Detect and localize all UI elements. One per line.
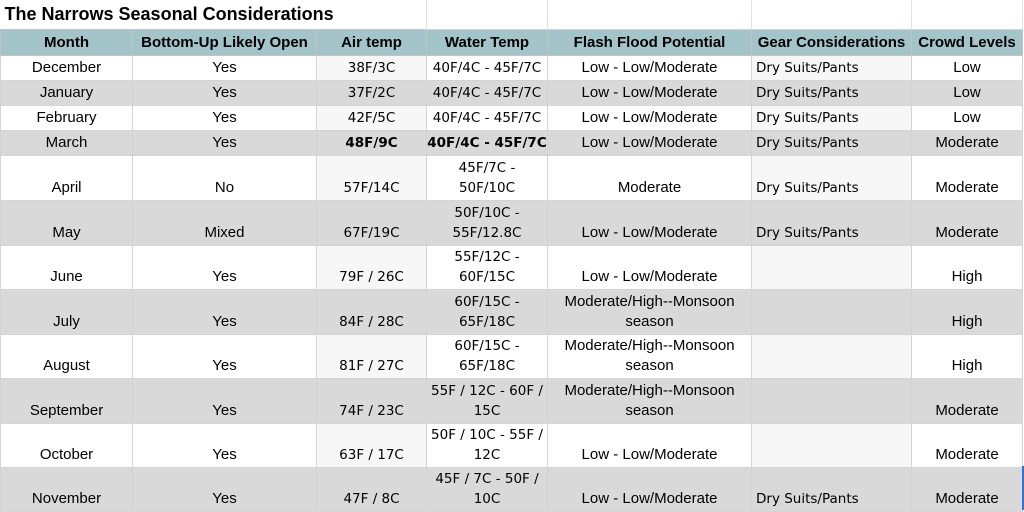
cell-air-temp[interactable]: 37F/2C <box>317 80 427 105</box>
cell-water-temp[interactable] <box>427 80 548 105</box>
water-temp-line: 55F/12.8C <box>452 224 522 241</box>
cell-bottom-up-open[interactable]: Yes <box>133 130 317 155</box>
cell-crowd[interactable]: Moderate <box>912 155 1023 200</box>
cell-water-temp[interactable] <box>427 155 548 200</box>
water-temp-line: 45F / 7C - 50F / <box>435 471 539 487</box>
flash-flood-line: season <box>625 312 674 330</box>
table-row <box>1 130 1023 155</box>
cell-water-temp[interactable] <box>427 105 548 130</box>
cell-water-temp[interactable] <box>427 55 548 80</box>
cell-month[interactable]: January <box>1 80 133 105</box>
cell-month[interactable]: May <box>1 200 133 245</box>
cell-water-temp[interactable] <box>427 289 548 334</box>
cell-month[interactable]: March <box>1 130 133 155</box>
empty-cell[interactable] <box>427 0 548 29</box>
cell-month[interactable]: October <box>1 423 133 467</box>
cell-flash-flood[interactable] <box>548 334 752 378</box>
table-row <box>1 289 1023 334</box>
cell-gear[interactable] <box>752 245 912 289</box>
cell-air-temp[interactable]: 48F/9C <box>317 130 427 155</box>
table-row <box>1 155 1023 200</box>
table-row <box>1 423 1023 467</box>
water-temp-line: 50F/10C - <box>454 204 520 221</box>
cell-flash-flood[interactable] <box>548 55 752 80</box>
table-row <box>1 334 1023 378</box>
cell-month[interactable]: February <box>1 105 133 130</box>
cell-flash-flood[interactable] <box>548 155 752 200</box>
cell-air-temp[interactable]: 42F/5C <box>317 105 427 130</box>
water-temp-line: 15C <box>473 402 501 419</box>
cell-crowd[interactable]: Low <box>912 80 1023 105</box>
cell-bottom-up-open[interactable]: Yes <box>133 378 317 423</box>
table-row <box>1 467 1023 511</box>
flash-flood-line: Low - Low/Moderate <box>581 223 718 241</box>
cell-gear[interactable]: Dry Suits/Pants <box>752 130 912 155</box>
cell-gear[interactable]: Dry Suits/Pants <box>752 55 912 80</box>
cell-crowd[interactable]: Moderate <box>912 378 1023 423</box>
cell-air-temp[interactable]: 57F/14C <box>317 155 427 200</box>
cell-air-temp[interactable]: 79F / 26C <box>317 245 427 289</box>
water-temp-line: 65F/18C <box>458 358 516 374</box>
header-row <box>1 29 1023 55</box>
cell-bottom-up-open[interactable]: Yes <box>133 289 317 334</box>
flash-flood-line: Low - Low/Moderate <box>581 445 718 463</box>
cell-water-temp[interactable] <box>427 378 548 423</box>
cell-water-temp[interactable] <box>427 130 548 155</box>
cell-bottom-up-open[interactable]: Yes <box>133 423 317 467</box>
water-temp-line: 50F/10C <box>458 179 516 196</box>
cell-month[interactable]: November <box>1 467 133 511</box>
cell-flash-flood[interactable] <box>548 467 752 511</box>
flash-flood-line: Low - Low/Moderate <box>581 58 718 76</box>
cell-crowd[interactable]: Low <box>912 105 1023 130</box>
empty-cell[interactable] <box>548 0 752 29</box>
cell-month[interactable]: July <box>1 289 133 334</box>
cell-air-temp[interactable]: 84F / 28C <box>317 289 427 334</box>
water-temp-line: 40F/4C - 45F/7C <box>432 59 542 76</box>
water-temp-line: 60F/15C - <box>454 338 520 354</box>
cell-bottom-up-open[interactable]: Yes <box>133 105 317 130</box>
cell-month[interactable]: September <box>1 378 133 423</box>
table-row <box>1 245 1023 289</box>
water-temp-line: 40F/4C - 45F/7C <box>427 134 547 151</box>
cell-gear[interactable] <box>752 378 912 423</box>
water-temp-line: 55F/12C - <box>454 249 520 265</box>
header-crowd[interactable]: Crowd Levels <box>912 29 1023 55</box>
table-body <box>1 55 1023 511</box>
header-bottom-up-open[interactable]: Bottom-Up Likely Open <box>133 29 317 55</box>
table-row <box>1 105 1023 130</box>
cell-bottom-up-open[interactable]: Yes <box>133 467 317 511</box>
cell-gear[interactable]: Dry Suits/Pants <box>752 155 912 200</box>
water-temp-line: 10C <box>473 491 501 507</box>
cell-gear[interactable]: Dry Suits/Pants <box>752 80 912 105</box>
water-temp-line: 60F/15C <box>458 269 516 285</box>
title-row <box>1 0 1023 29</box>
cell-air-temp[interactable]: 47F / 8C <box>317 467 427 511</box>
water-temp-line: 60F/15C - <box>454 293 520 310</box>
cell-month[interactable]: April <box>1 155 133 200</box>
cell-air-temp[interactable]: 63F / 17C <box>317 423 427 467</box>
sheet-title[interactable]: The Narrows Seasonal Considerations <box>1 0 427 29</box>
cell-gear[interactable] <box>752 334 912 378</box>
cell-month[interactable]: June <box>1 245 133 289</box>
table-row <box>1 80 1023 105</box>
flash-flood-line: Low - Low/Moderate <box>581 133 718 151</box>
cell-gear[interactable]: Dry Suits/Pants <box>752 105 912 130</box>
table-row <box>1 55 1023 80</box>
cell-gear[interactable] <box>752 289 912 334</box>
cell-air-temp[interactable]: 74F / 23C <box>317 378 427 423</box>
cell-gear[interactable]: Dry Suits/Pants <box>752 467 912 511</box>
cell-bottom-up-open[interactable]: No <box>133 155 317 200</box>
cell-gear[interactable]: Dry Suits/Pants <box>752 200 912 245</box>
water-temp-line: 40F/4C - 45F/7C <box>432 84 542 101</box>
flash-flood-line: Moderate/High--Monsoon <box>564 381 735 399</box>
flash-flood-line: season <box>625 356 674 374</box>
cell-air-temp[interactable]: 38F/3C <box>317 55 427 80</box>
cell-month[interactable]: August <box>1 334 133 378</box>
water-temp-line: 40F/4C - 45F/7C <box>432 109 542 126</box>
table-row <box>1 200 1023 245</box>
header-air-temp[interactable]: Air temp <box>317 29 427 55</box>
cell-month[interactable]: December <box>1 55 133 80</box>
table-row <box>1 378 1023 423</box>
cell-flash-flood[interactable] <box>548 105 752 130</box>
cell-crowd[interactable]: High <box>912 334 1023 378</box>
cell-flash-flood[interactable] <box>548 378 752 423</box>
flash-flood-line: Moderate/High--Monsoon <box>564 292 735 310</box>
flash-flood-line: Low - Low/Moderate <box>581 489 718 507</box>
header-month[interactable]: Month <box>1 29 133 55</box>
flash-flood-line: Low - Low/Moderate <box>581 267 718 285</box>
cell-bottom-up-open[interactable]: Yes <box>133 55 317 80</box>
cell-water-temp[interactable] <box>427 200 548 245</box>
flash-flood-line: Moderate <box>617 178 682 196</box>
header-water-temp[interactable]: Water Temp <box>427 29 548 55</box>
header-flash-flood[interactable]: Flash Flood Potential <box>548 29 752 55</box>
cell-water-temp[interactable] <box>427 423 548 467</box>
cell-bottom-up-open[interactable]: Yes <box>133 245 317 289</box>
water-temp-line: 12C <box>473 447 501 463</box>
flash-flood-line: season <box>625 401 674 419</box>
cell-gear[interactable] <box>752 423 912 467</box>
cell-crowd[interactable]: Moderate <box>912 130 1023 155</box>
cell-flash-flood[interactable] <box>548 80 752 105</box>
cell-water-temp[interactable] <box>427 245 548 289</box>
cell-flash-flood[interactable] <box>548 245 752 289</box>
cell-flash-flood[interactable] <box>548 289 752 334</box>
cell-flash-flood[interactable] <box>548 423 752 467</box>
flash-flood-line: Moderate/High--Monsoon <box>564 336 735 354</box>
water-temp-line: 50F / 10C - 55F / <box>431 427 543 443</box>
cell-crowd[interactable]: Low <box>912 55 1023 80</box>
cell-bottom-up-open[interactable]: Mixed <box>133 200 317 245</box>
cell-air-temp[interactable]: 81F / 27C <box>317 334 427 378</box>
water-temp-line: 65F/18C <box>458 313 516 330</box>
cell-crowd[interactable]: Moderate <box>912 467 1023 511</box>
empty-cell[interactable] <box>752 0 912 29</box>
cell-flash-flood[interactable] <box>548 200 752 245</box>
cell-water-temp[interactable] <box>427 467 548 511</box>
flash-flood-line: Low - Low/Moderate <box>581 83 718 101</box>
cell-air-temp[interactable]: 67F/19C <box>317 200 427 245</box>
flash-flood-line: Low - Low/Moderate <box>581 108 718 126</box>
header-gear[interactable]: Gear Considerations <box>752 29 912 55</box>
cell-crowd[interactable]: Moderate <box>912 200 1023 245</box>
empty-cell[interactable] <box>912 0 1023 29</box>
cell-crowd[interactable]: High <box>912 245 1023 289</box>
water-temp-line: 45F/7C - <box>458 159 516 176</box>
cell-crowd[interactable]: Moderate <box>912 423 1023 467</box>
cell-water-temp[interactable] <box>427 334 548 378</box>
water-temp-line: 55F / 12C - 60F / <box>431 382 543 399</box>
cell-bottom-up-open[interactable]: Yes <box>133 80 317 105</box>
cell-crowd[interactable]: High <box>912 289 1023 334</box>
cell-flash-flood[interactable] <box>548 130 752 155</box>
cell-bottom-up-open[interactable]: Yes <box>133 334 317 378</box>
